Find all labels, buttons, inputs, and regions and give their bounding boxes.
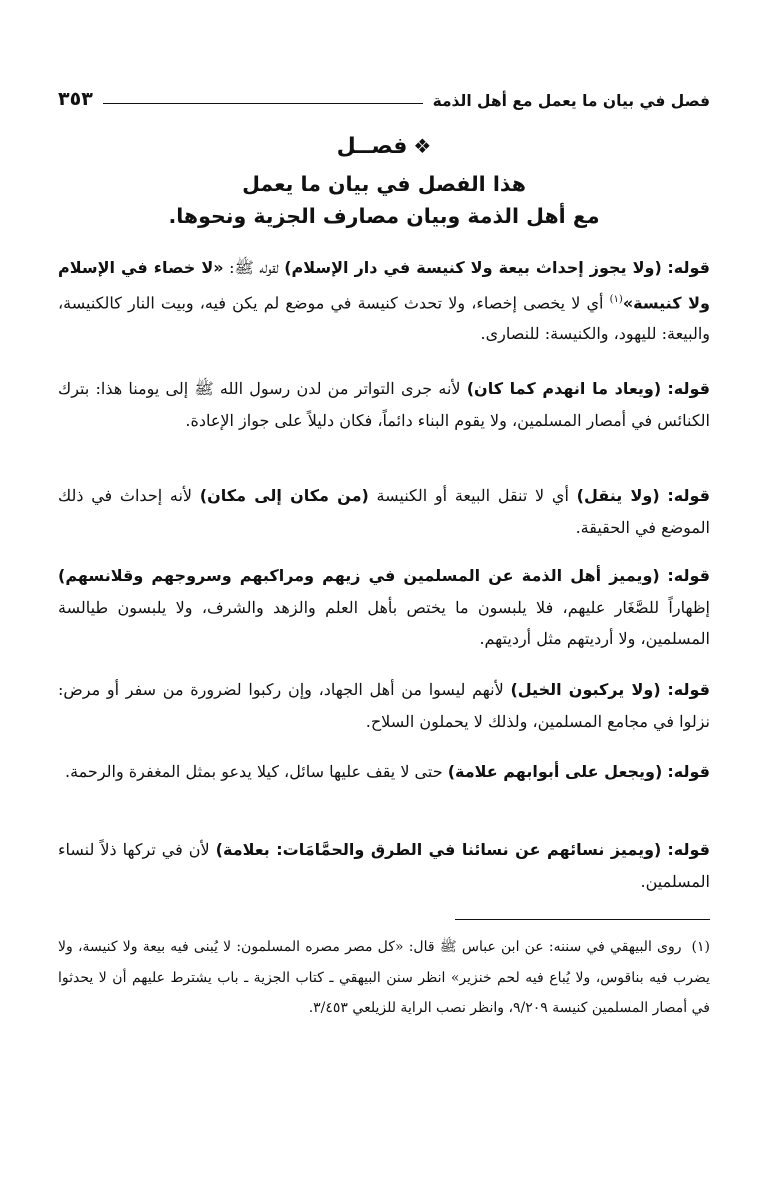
paragraph-text: لقوله ﷺ: (223, 258, 285, 277)
running-header (58, 80, 710, 110)
paragraph-text: لأن في تركها ذلاً لنساء المسلمين. (58, 840, 710, 891)
paragraph-text: حتى لا يقف عليها سائل، كيلا يدعو بمثل المغفرة والرحمة. (65, 762, 448, 781)
matn-quote: (ويجعل على أبوابهم علامة) (447, 762, 663, 781)
matn-quote: (ولا يجوز إحداث بيعة ولا كنيسة في دار الإسلام) (284, 258, 662, 277)
paragraph-text: أي لا يخصى إخصاء، ولا تحدث كنيسة في موضع لم يكن فيه، وبيت النار كالكنيسة، والبيعة: لليهود، والكنيسة: للنصارى. (58, 292, 710, 344)
matn-quote: (ويميز نسائهم عن نسائنا في الطرق والحمَّامَات: بعلامة) (215, 840, 662, 859)
paragraph-5 (58, 674, 710, 737)
paragraph-text: أي لا تنقل البيعة أو الكنيسة (368, 486, 577, 505)
section-title-line2: مع أهل الذمة وبيان مصارف الجزية ونحوها. (168, 204, 600, 228)
footnote (58, 932, 710, 1024)
footnote-ref[interactable]: (١) (609, 293, 623, 305)
paragraph-4 (58, 560, 710, 655)
header-rule (103, 103, 423, 104)
qawluh-label: قوله: (667, 680, 710, 699)
paragraph-3 (58, 480, 710, 543)
footnote-text: روى البيهقي في سننه: عن ابن عباس ﷺ قال: «كل مصر مصره المسلمون: لا يُبنى فيه بيعة ولا كنيسة، ولا يضرب فيه بناقوس، ولا يُباع فيه لحم خنزير» انظر سنن البيهقي ـ كتاب الجزية ـ باب يشترط عليهم أن لا يحدثوا في أمصار المسلمين كنيسة ٩/٢٠٩، وانظر نصب الراية للزيلعي ٣/٤٥٣. (58, 939, 710, 1016)
paragraph-text: لأنه جرى التواتر من لدن رسول الله ﷺ إلى يومنا هذا: بترك الكنائس في أمصار المسلمين، ولا يقوم البناء دائماً، فكان دليلاً على جواز الإعادة. (58, 379, 710, 430)
qawluh-label: قوله: (667, 762, 710, 781)
paragraph-6 (58, 756, 710, 788)
footnote-rule (455, 919, 710, 920)
paragraph-7 (58, 834, 710, 897)
page-number: ٣٥٣ (58, 88, 93, 110)
matn-quote-2: (من مكان إلى مكان) (199, 486, 369, 505)
footnote-number: (١) (691, 939, 710, 955)
running-title: فصل في بيان ما يعمل مع أهل الذمة (432, 92, 710, 110)
section-title-line1: هذا الفصل في بيان ما يعمل (242, 172, 526, 196)
section-label (58, 134, 710, 159)
paragraph-2 (58, 373, 710, 436)
paragraph-text: لأنهم ليسوا من أهل الجهاد، وإن ركبوا لضرورة من سفر أو مرض: نزلوا في مجامع المسلمين، ولذلك لا يحملون السلاح. (58, 680, 710, 731)
qawluh-label: قوله: (667, 258, 710, 277)
matn-quote: (ولا يركبون الخيل) (510, 680, 661, 699)
section-label-text: فصــل (336, 134, 408, 159)
ornament-icon: ❖ (413, 134, 432, 158)
hadith-quote: «لا خصاء في الإسلام ولا كنيسة» (58, 258, 710, 312)
matn-quote: (ويميز أهل الذمة عن المسلمين في زيهم ومراكبهم وسروجهم وقلانسهم) (58, 566, 660, 585)
paragraph-text: إظهاراً للصَّغَار عليهم، فلا يلبسون ما يختص بأهل العلم والزهد والشرف، ولا يلبسون طيالسة المسلمين، ولا أرديتهم مثل أرديتهم. (58, 597, 710, 648)
paragraph-text: لأنه إحداث في ذلك الموضع في الحقيقة. (58, 486, 710, 537)
qawluh-label: قوله: (667, 566, 710, 585)
matn-quote: (ويعاد ما انهدم كما كان) (466, 379, 662, 398)
qawluh-label: قوله: (667, 840, 711, 859)
paragraph-1 (58, 252, 710, 350)
qawluh-label: قوله: (667, 379, 710, 398)
matn-quote: (ولا ينقل) (576, 486, 660, 505)
qawluh-label: قوله: (667, 486, 711, 505)
